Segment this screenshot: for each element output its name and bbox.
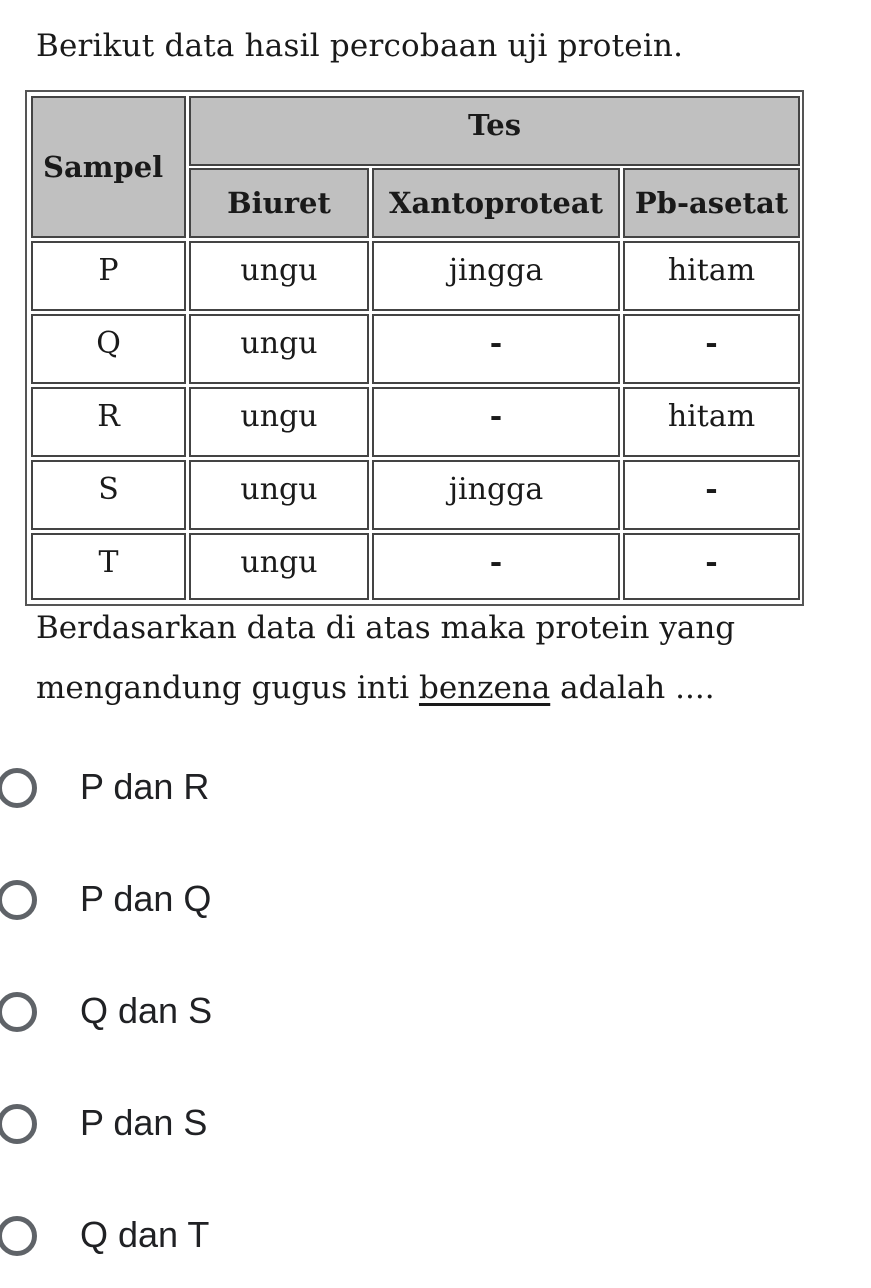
question-text-before: mengandung gugus inti xyxy=(36,670,419,706)
option-3[interactable] xyxy=(0,984,871,1064)
question-text-underlined: benzena xyxy=(418,670,551,706)
option-label[interactable]: P dan Q xyxy=(80,878,212,919)
cell-xantoproteat: jingga xyxy=(372,460,620,530)
header-pb-asetat: Pb-asetat xyxy=(623,168,800,238)
cell-pb-asetat: hitam xyxy=(623,387,800,457)
option-label[interactable]: Q dan T xyxy=(80,1214,210,1255)
cell-biuret: ungu xyxy=(189,314,369,384)
question-intro: Berikut data hasil percobaan uji protein. xyxy=(36,28,684,64)
option-4[interactable] xyxy=(0,1096,871,1176)
cell-xantoproteat: - xyxy=(372,533,620,600)
cell-xantoproteat: - xyxy=(372,387,620,457)
option-label[interactable]: P dan R xyxy=(80,766,210,807)
cell-biuret: ungu xyxy=(189,241,369,311)
question-text-line-1: Berdasarkan data di atas maka protein yang xyxy=(36,610,736,646)
cell-biuret: ungu xyxy=(189,387,369,457)
option-label[interactable]: Q dan S xyxy=(80,990,213,1031)
option-2[interactable] xyxy=(0,872,871,952)
cell-pb-asetat: - xyxy=(623,314,800,384)
cell-biuret: ungu xyxy=(189,460,369,530)
radio-button-icon[interactable] xyxy=(0,1216,37,1256)
radio-button-icon[interactable] xyxy=(0,880,37,920)
cell-sample: S xyxy=(31,460,186,530)
cell-xantoproteat: jingga xyxy=(372,241,620,311)
cell-sample: P xyxy=(31,241,186,311)
cell-sample: T xyxy=(31,533,186,600)
radio-button-icon[interactable] xyxy=(0,992,37,1032)
option-5[interactable] xyxy=(0,1208,871,1288)
cell-pb-asetat: hitam xyxy=(623,241,800,311)
cell-xantoproteat: - xyxy=(372,314,620,384)
option-1[interactable] xyxy=(0,760,871,840)
cell-pb-asetat: - xyxy=(623,533,800,600)
cell-biuret: ungu xyxy=(189,533,369,600)
protein-test-table xyxy=(25,90,804,606)
header-tes: Tes xyxy=(189,96,800,166)
radio-button-icon[interactable] xyxy=(0,768,37,808)
cell-pb-asetat: - xyxy=(623,460,800,530)
cell-sample: Q xyxy=(31,314,186,384)
header-sampel: Sampel xyxy=(31,96,186,238)
header-xantoproteat: Xantoproteat xyxy=(372,168,620,238)
question-text-line-2 xyxy=(36,670,715,706)
option-label[interactable]: P dan S xyxy=(80,1102,208,1143)
question-text-after: adalah .... xyxy=(550,670,715,706)
cell-sample: R xyxy=(31,387,186,457)
radio-button-icon[interactable] xyxy=(0,1104,37,1144)
header-biuret: Biuret xyxy=(189,168,369,238)
